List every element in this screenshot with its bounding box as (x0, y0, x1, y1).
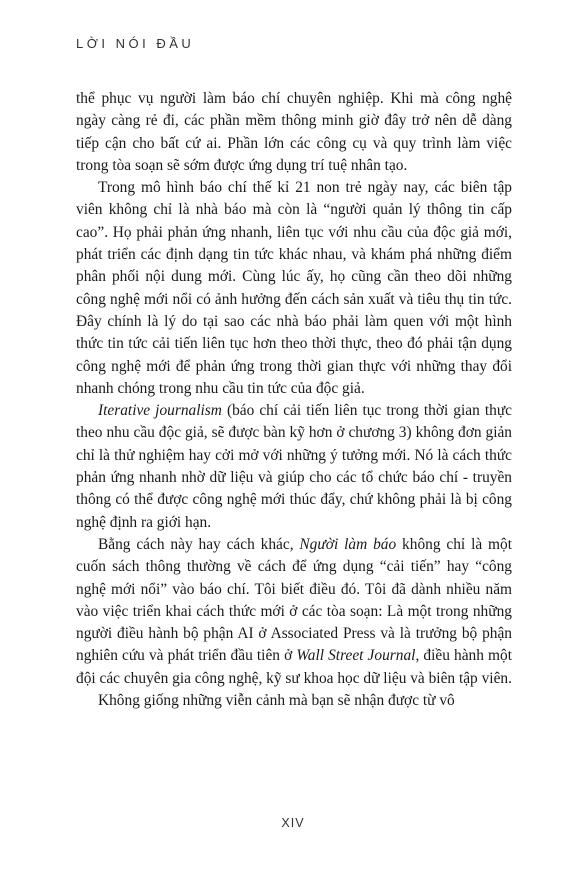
paragraph-3 (76, 400, 512, 534)
paragraph-4-part-2: không chỉ là một cuốn sách thông thường về cách để ứng dụng “cải tiến” hay “công nghệ mới nổi” vào báo chí. Tôi biết điều đó. Tôi đã dành nhiều năm vào việc triển khai cách thức mới ở các tòa soạn: Là một trong những người điều hành bộ phận AI ở Associated Press và là trưởng bộ phận nghiên cứu và phát triển đầu tiên ở (76, 535, 512, 665)
running-header: LỜI NÓI ĐẦU (76, 36, 195, 51)
body-text (76, 88, 512, 712)
publication-name: Wall Street Journal (296, 647, 416, 665)
paragraph-4 (76, 534, 512, 690)
italic-term: Iterative journalism (98, 402, 222, 420)
paragraph-4-part-1: Bằng cách này hay cách khác, (98, 535, 300, 553)
paragraph-1: thể phục vụ người làm báo chí chuyên nghiệp. Khi mà công nghệ ngày càng rẻ đi, các phần mềm thông minh giờ đây trở nên dễ dàng tiếp cận cho bất cứ ai. Phần lớn các công cụ và quy trình làm việc trong tòa soạn sẽ sớm được ứng dụng trí tuệ nhân tạo. (76, 90, 512, 174)
paragraph-4-part-3: , điều hành một đội các chuyên gia công nghệ, kỹ sư khoa học dữ liệu và biên tập viên. (76, 647, 512, 687)
page-number: XIV (281, 816, 305, 830)
book-title: Người làm báo (299, 535, 397, 553)
paragraph-2: Trong mô hình báo chí thế kỉ 21 non trẻ ngày nay, các biên tập viên không chỉ là nhà báo mà còn là “người quản lý thông tin cấp cao”. Họ phải phản ứng nhanh, liên tục với nhu cầu của độc giả mới, phát triển các định dạng tin tức khác nhau, và khám phá những điểm phân phối nội dung mới. Cùng lúc ấy, họ cũng cần theo dõi những công nghệ mới nổi có ảnh hưởng đến cách sản xuất và tiêu thụ tin tức. Đây chính là lý do tại sao các nhà báo phải làm quen với một hình thức tin tức cải tiến liên tục hơn theo thời thực, theo đó phải tận dụng công nghệ mới để phản ứng trong thời gian thực với những thay đổi nhanh chóng trong nhu cầu tin tức của độc giả. (76, 179, 512, 397)
paragraph-5: Không giống những viễn cảnh mà bạn sẽ nhận được từ vô (98, 692, 455, 710)
paragraph-3-text: (báo chí cải tiến liên tục trong thời gian thực theo nhu cầu độc giả, sẽ được bàn kỹ hơn ở chương 3) không đơn giản chỉ là thử nghiệm hay cởi mở với những ý tưởng mới. Nó là cách thức phản ứng nhanh nhờ dữ liệu và giúp cho các tổ chức báo chí - truyền thông có thể được công nghệ mới thúc đẩy, chứ không phải là bị công nghệ định ra giới hạn. (76, 402, 512, 531)
